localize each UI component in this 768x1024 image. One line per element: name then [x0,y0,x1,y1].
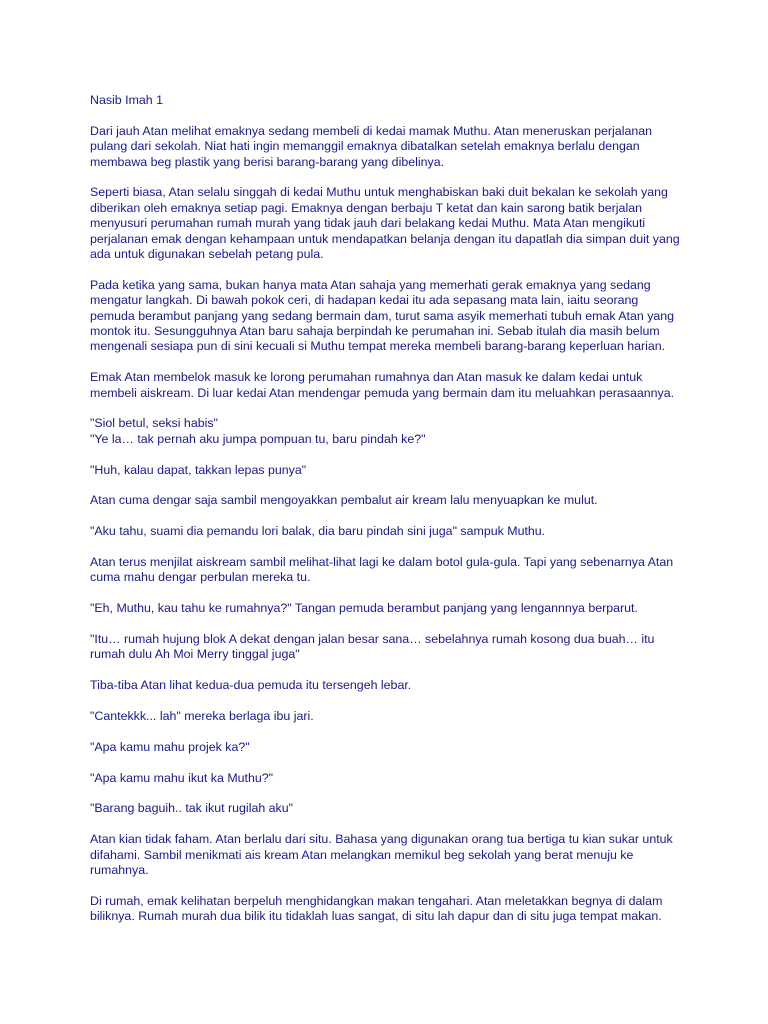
paragraph: Atan cuma dengar saja sambil mengoyakkan pembalut air kream lalu menyuapkan ke mulut. [90,493,598,508]
paragraph: Atan kian tidak faham. Atan berlalu dari situ. Bahasa yang digunakan orang tua bertiga tu kian sukar untuk difahami. Sambil menikmati ais kream Atan melangkan memikul beg sekolah yang berat menuju ke rumahnya. [90,832,673,878]
paragraph: Di rumah, emak kelihatan berpeluh menghidangkan makan tengahari. Atan meletakkan begnya di dalam biliknya. Rumah murah dua bilik itu tidaklah luas sangat, di situ lah dapur dan di situ juga tempat makan. [90,893,663,924]
paragraph: "Cantekkk... lah" mereka berlaga ibu jari. [90,709,314,724]
paragraph: "Apa kamu mahu projek ka?" [90,739,250,754]
paragraph: Tiba-tiba Atan lihat kedua-dua pemuda itu tersengeh lebar. [90,678,412,693]
paragraph: "Apa kamu mahu ikut ka Muthu?" [90,770,274,785]
paragraph: "Eh, Muthu, kau tahu ke rumahnya?" Tangan pemuda berambut panjang yang lengannnya berparut. [90,601,638,616]
paragraph: Pada ketika yang sama, bukan hanya mata Atan sahaja yang memerhati gerak emaknya yang sedang mengatur langkah. Di bawah pokok ceri, di hadapan kedai itu ada sepasang mata lain, iaitu seorang pemuda berambut panjang yang sedang bermain dam, turut sama asyik memerhati tubuh emak Atan yang montok itu. Sesungguhnya Atan baru sahaja berpindah ke perumahan ini. Sebab itulah dia masih belum mengenali sesiapa pun di sini kecuali si Muthu tempat mereka membeli barang-barang keperluan harian. [90,277,675,354]
paragraph: "Barang baguih.. tak ikut rugilah aku" [90,801,294,816]
paragraph: "Aku tahu, suami dia pemandu lori balak, dia baru pindah sini juga" sampuk Muthu. [90,524,546,539]
paragraph: "Itu… rumah hujung blok A dekat dengan jalan besar sana… sebelahnya rumah kosong dua buah… itu rumah dulu Ah Moi Merry tinggal juga" [90,632,655,662]
paragraph: Emak Atan membelok masuk ke lorong perumahan rumahnya dan Atan masuk ke dalam kedai untuk membeli aiskream. Di luar kedai Atan mendengar pemuda yang bermain dam itu meluahkan perasaannya. [90,370,675,400]
paragraph: "Huh, kalau dapat, takkan lepas punya" [90,462,307,477]
paragraph: "Siol betul, seksi habis" "Ye la… tak pernah aku jumpa pompuan tu, baru pindah ke?" [90,416,426,446]
paragraph: Dari jauh Atan melihat emaknya sedang membeli di kedai mamak Muthu. Atan meneruskan perjalanan pulang dari sekolah. Niat hati ingin memanggil emaknya dibatalkan setelah emaknya berlalu dengan membawa beg plastik yang berisi barang-barang yang dibelinya. [90,123,653,169]
document-page [90,93,690,940]
paragraph: Atan terus menjilat aiskream sambil melihat-lihat lagi ke dalam botol gula-gula. Tapi yang sebenarnya Atan cuma mahu dengar perbulan mereka tu. [90,555,674,585]
document-title: Nasib Imah 1 [90,93,164,107]
paragraph: Seperti biasa, Atan selalu singgah di kedai Muthu untuk menghabiskan baki duit bekalan ke sekolah yang diberikan oleh emaknya setiap pagi. Emaknya dengan berbaju T ketat dan kain sarong batik berjalan menyusuri perumahan rumah murah yang tidak jauh dari belakang kedai Muthu. Mata Atan mengikuti perjalanan emak dengan kehampaan untuk mendapatkan belanja dengan itu dapatlah dia simpan duit yang ada untuk digunakan sebelah petang pula. [90,185,680,262]
